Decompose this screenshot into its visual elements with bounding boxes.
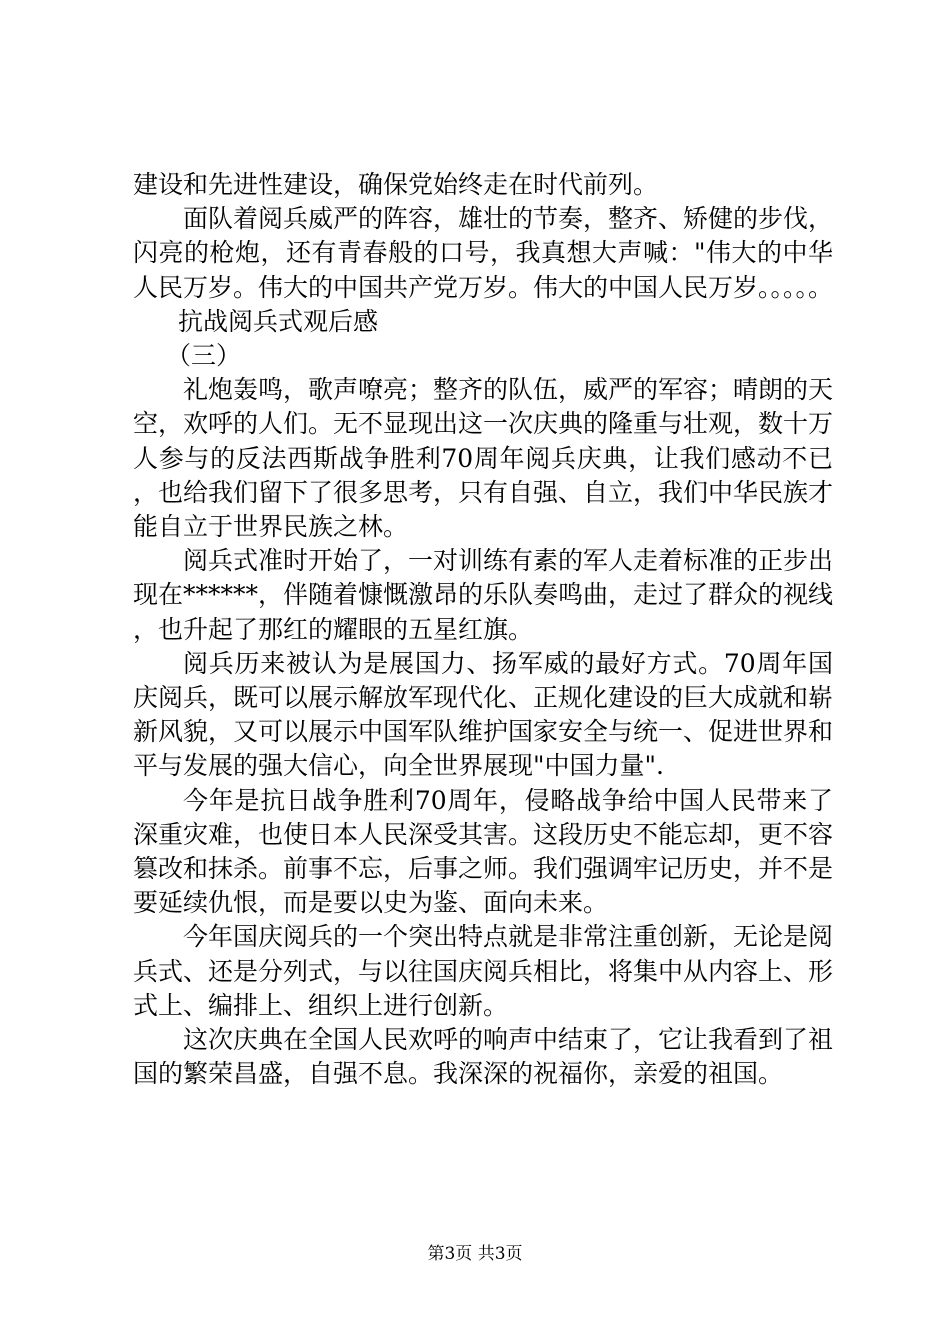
paragraph-ceremony-start: 阅兵式准时开始了，一对训练有素的军人走着标准的正步出现在******，伴随着慷慨激昂的乐队奏鸣曲，走过了群众的视线，也升起了那红的耀眼的五星红旗。 <box>133 546 834 644</box>
page-number-footer: 第3页 共3页 <box>427 1244 523 1264</box>
paragraph-history: 今年是抗日战争胜利70周年，侵略战争给中国人民带来了深重灾难，也使日本人民深受其害。这段历史不能忘却，更不容篡改和抹杀。前事不忘，后事之师。我们强调牢记历史，并不是要延续仇恨，而是要以史为鉴、面向未来。 <box>133 785 834 918</box>
paragraph-innovation: 今年国庆阅兵的一个突出特点就是非常注重创新，无论是阅兵式、还是分列式，与以往国庆阅兵相比，将集中从内容上、形式上、编排上、组织上进行创新。 <box>133 922 834 1020</box>
essay-title: 抗战阅兵式观后感 <box>178 306 379 336</box>
paragraph-salute: 礼炮轰鸣，歌声嘹亮；整齐的队伍，威严的军容；晴朗的天空，欢呼的人们。无不显现出这一次庆典的隆重与壮观，数十万人参与的反法西斯战争胜利70周年阅兵庆典，让我们感动不已，也给我们留下了很多思考，只有自强、自立，我们中华民族才能自立于世界民族之林。 <box>133 375 834 542</box>
document-body <box>133 168 833 1091</box>
paragraph-continuation: 建设和先进性建设，确保党始终走在时代前列。 <box>133 170 659 199</box>
paragraph-conclusion: 这次庆典在全国人民欢呼的响声中结束了，它让我看到了祖国的繁荣昌盛，自强不息。我深深的祝福你，亲爱的祖国。 <box>133 1025 834 1089</box>
essay-subtitle: （三） <box>166 341 242 371</box>
paragraph-national-strength: 阅兵历来被认为是展国力、扬军威的最好方式。70周年国庆阅兵，既可以展示解放军现代化、正规化建设的巨大成就和崭新风貌，又可以展示中国军队维护国家安全与统一、促进世界和平与发展的强大信心，向全世界展现"中国力量". <box>133 648 834 781</box>
paragraph-parade-cheer: 面队着阅兵威严的阵容，雄壮的节奏，整齐、矫健的步伐，闪亮的枪炮，还有青春般的口号，我真想大声喊："伟大的中华人民万岁。伟大的中国共产党万岁。伟大的中国人民万岁。。。。。 <box>133 204 834 302</box>
